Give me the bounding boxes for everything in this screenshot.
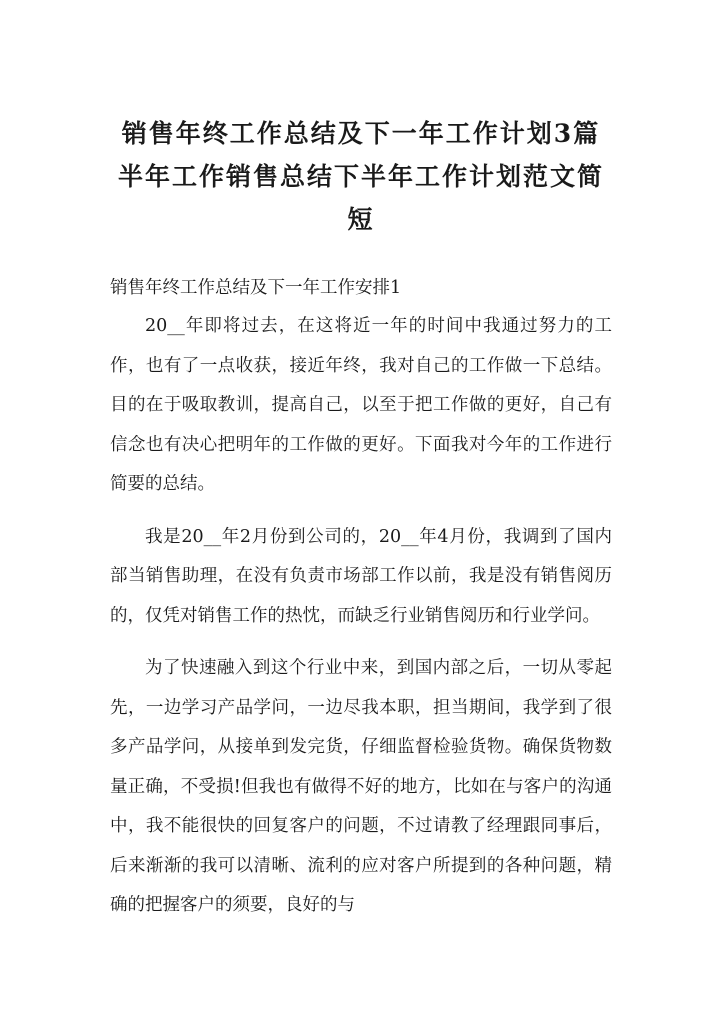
title-line-1: 销售年终工作总结及下一年工作计划3篇 <box>121 119 601 148</box>
title-line-3: 短 <box>347 205 375 234</box>
title-line-2: 半年工作销售总结下半年工作计划范文简 <box>117 162 604 191</box>
paragraph-2: 我是20__年2月份到公司的，20__年4月份，我调到了国内部当销售助理，在没有负责市场部工作以前，我是没有销售阅历的，仅凭对销售工作的热忱，而缺乏行业销售阅历和行业学问。 <box>110 526 612 626</box>
paragraph-3: 为了快速融入到这个行业中来，到国内部之后，一切从零起先，一边学习产品学问，一边尽我本职，担当期间，我学到了很多产品学问，从接单到发完货，仔细监督检验货物。确保货物数量正确，不受损!但我也有做得不好的地方，比如在与客户的沟通中，我不能很快的回复客户的问题，不过请教了经理跟同事后，后来渐渐的我可以清晰、流利的应对客户所提到的各种问题，精确的把握客户的须要，良好的与 <box>110 658 612 915</box>
section-heading: 销售年终工作总结及下一年工作安排1 <box>110 278 402 298</box>
paragraph-1: 20__年即将过去，在这将近一年的时间中我通过努力的工作，也有了一点收获，接近年终，我对自己的工作做一下总结。目的在于吸取教训，提高自己，以至于把工作做的更好，自己有信念也有决心把明年的工作做的更好。下面我对今年的工作进行简要的总结。 <box>110 316 612 494</box>
document-title <box>110 0 612 241</box>
